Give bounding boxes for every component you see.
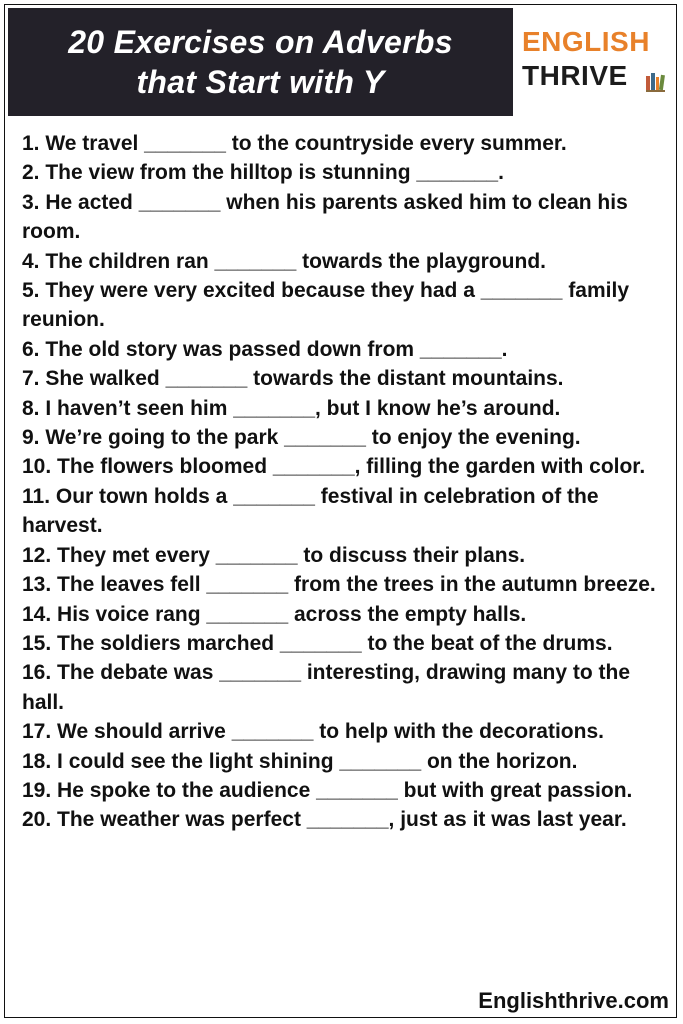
exercise-item: 12. They met every _______ to discuss their plans. bbox=[22, 543, 526, 567]
title-banner bbox=[8, 8, 513, 116]
exercise-item: 9. We’re going to the park _______ to enjoy the evening. bbox=[22, 426, 581, 450]
brand-logo bbox=[520, 20, 675, 105]
site-url: Englishthrive.com bbox=[478, 988, 669, 1013]
exercise-item: 1. We travel _______ to the countryside every summer. bbox=[22, 132, 567, 155]
exercise-item: 4. The children ran _______ towards the playground. bbox=[22, 249, 546, 273]
exercise-item: 6. The old story was passed down from _______. bbox=[22, 337, 508, 361]
exercise-item: 3. He acted _______ when his parents asked him to clean his room. bbox=[22, 190, 628, 244]
exercise-item: 8. I haven’t seen him _______, but I know he’s around. bbox=[22, 396, 561, 420]
page-title-line-1: 20 Exercises on Adverbs bbox=[68, 24, 453, 60]
exercise-item: 18. I could see the light shining _______ on the horizon. bbox=[22, 749, 578, 773]
books-icon bbox=[644, 70, 666, 92]
exercise-list bbox=[22, 129, 662, 835]
logo-word-english: ENGLISH bbox=[522, 26, 650, 57]
exercise-item: 15. The soldiers marched _______ to the beat of the drums. bbox=[22, 631, 613, 655]
exercise-item: 17. We should arrive _______ to help with the decorations. bbox=[22, 720, 604, 744]
exercise-item: 14. His voice rang _______ across the empty halls. bbox=[22, 602, 527, 626]
page-title-line-2: that Start with Y bbox=[136, 64, 385, 100]
exercise-item: 5. They were very excited because they had a _______ family reunion. bbox=[22, 279, 630, 332]
exercise-item: 11. Our town holds a _______ festival in celebration of the harvest. bbox=[22, 484, 599, 538]
exercise-item: 13. The leaves fell _______ from the trees in the autumn breeze. bbox=[22, 573, 656, 597]
logo-word-thrive: THRIVE bbox=[522, 60, 628, 91]
exercise-item: 2. The view from the hilltop is stunning _______. bbox=[22, 161, 504, 185]
exercise-item: 10. The flowers bloomed _______, filling the garden with color. bbox=[22, 455, 646, 479]
exercise-item: 16. The debate was _______ interesting, drawing many to the hall. bbox=[22, 661, 631, 714]
exercise-item: 7. She walked _______ towards the distant mountains. bbox=[22, 367, 564, 391]
exercise-item: 19. He spoke to the audience _______ but with great passion. bbox=[22, 778, 633, 802]
exercise-item: 20. The weather was perfect _______, just as it was last year. bbox=[22, 808, 627, 832]
